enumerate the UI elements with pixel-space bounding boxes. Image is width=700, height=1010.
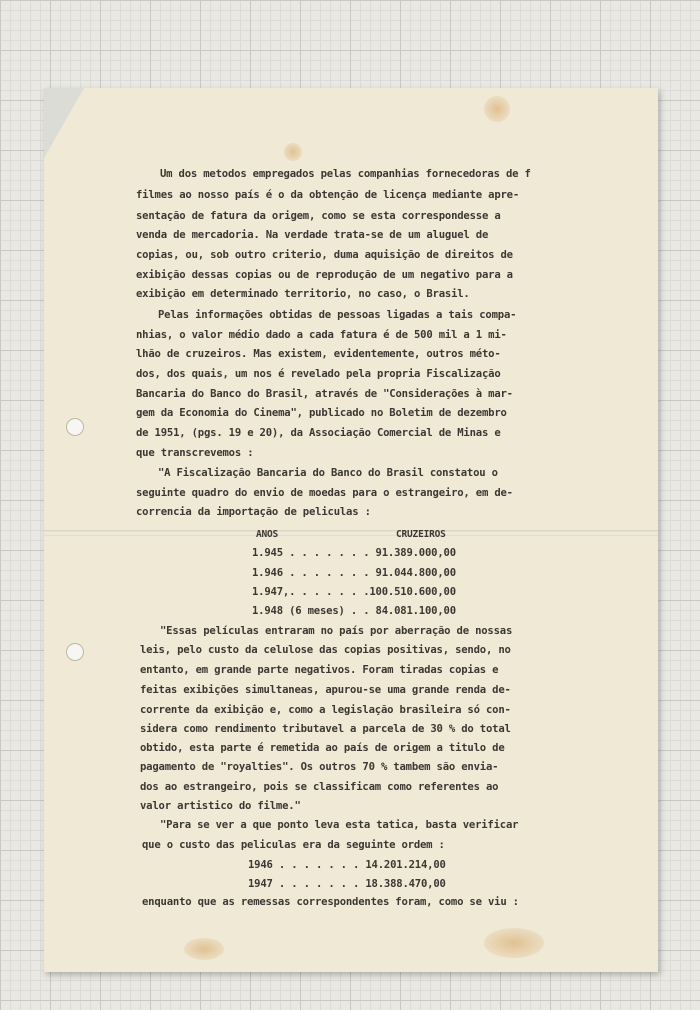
text-line: exibição em determinado territorio, no caso, o Brasil. [136,288,470,300]
stain [484,96,510,122]
text-line: sidera como rendimento tributavel a parcela de 30 % do total [140,723,511,735]
text-line: "A Fiscalização Bancaria do Banco do Brasil constatou o [158,467,498,479]
text-line: dos ao estrangeiro, pois se classificam como referentes ao [140,781,499,793]
text-line: feitas exibições simultaneas, apurou-se uma grande renda de- [140,684,511,696]
text-line: "Essas películas entraram no país por aberração de nossas [160,625,513,637]
text-line: obtido, esta parte é remetida ao país de origem a titulo de [140,742,505,754]
text-line: sentação de fatura da origem, como se esta correspondesse a [136,210,501,222]
text-line: venda de mercadoria. Na verdade trata-se de um aluguel de [136,229,489,241]
text-line: seguinte quadro do envio de moedas para o estrangeiro, em de- [136,487,513,499]
table-header-amount: CRUZEIROS [396,529,446,540]
text-line: correncia da importação de peliculas : [136,506,371,518]
table-row: 1.945 . . . . . . . 91.389.000,00 [252,547,456,559]
page-fold-crease [44,530,658,536]
text-line: que o custo das peliculas era da seguinte ordem : [142,839,445,851]
text-line: exibição dessas copias ou de reprodução de um negativo para a [136,269,513,281]
text-line: filmes ao nosso país é o da obtenção de licença mediante apre- [136,189,520,201]
text-line: nhias, o valor médio dado a cada fatura é de 500 mil a 1 mi- [136,329,507,341]
stain [184,938,224,960]
text-line: lhão de cruzeiros. Mas existem, evidentemente, outros méto- [136,348,501,360]
text-line: Pelas informações obtidas de pessoas ligadas a tais compa- [158,309,517,321]
table-header-years: ANOS [256,529,279,540]
stain [484,928,544,958]
text-line: de 1951, (pgs. 19 e 20), da Associação Comercial de Minas e [136,427,501,439]
text-line: gem da Economia do Cinema", publicado no Boletim de dezembro [136,407,507,419]
text-line: entanto, em grande parte negativos. Foram tiradas copias e [140,664,499,676]
table-row: 1.948 (6 meses) . . 84.081.100,00 [252,605,456,617]
text-line: leis, pelo custo da celulose das copias positivas, sendo, no [140,644,511,656]
text-line: enquanto que as remessas correspondentes foram, como se viu : [142,896,519,908]
text-line: Um dos metodos empregados pelas companhias fornecedoras de f [160,168,531,180]
text-line: valor artistico do filme." [140,800,301,812]
text-line: que transcrevemos : [136,447,254,459]
table-row: 1947 . . . . . . . 18.388.470,00 [248,878,446,890]
folded-corner [44,88,84,158]
text-line: Bancaria do Banco do Brasil, através de "Considerações à mar- [136,388,513,400]
text-line: dos, dos quais, um nos é revelado pela propria Fiscalização [136,368,501,380]
punch-hole-top [66,418,84,436]
text-line: copias, ou, sob outro criterio, duma aquisição de direitos de [136,249,513,261]
stain [284,143,302,161]
document-page [44,88,658,972]
text-line: "Para se ver a que ponto leva esta tatica, basta verificar [160,819,519,831]
punch-hole-bottom [66,643,84,661]
text-line: pagamento de "royalties". Os outros 70 % tambem são envia- [140,761,499,773]
table-row: 1.946 . . . . . . . 91.044.800,00 [252,567,456,579]
table-row: 1946 . . . . . . . 14.201.214,00 [248,859,446,871]
table-row: 1.947,. . . . . . .100.510.600,00 [252,586,456,598]
text-line: corrente da exibição e, como a legislação brasileira só con- [140,704,511,716]
